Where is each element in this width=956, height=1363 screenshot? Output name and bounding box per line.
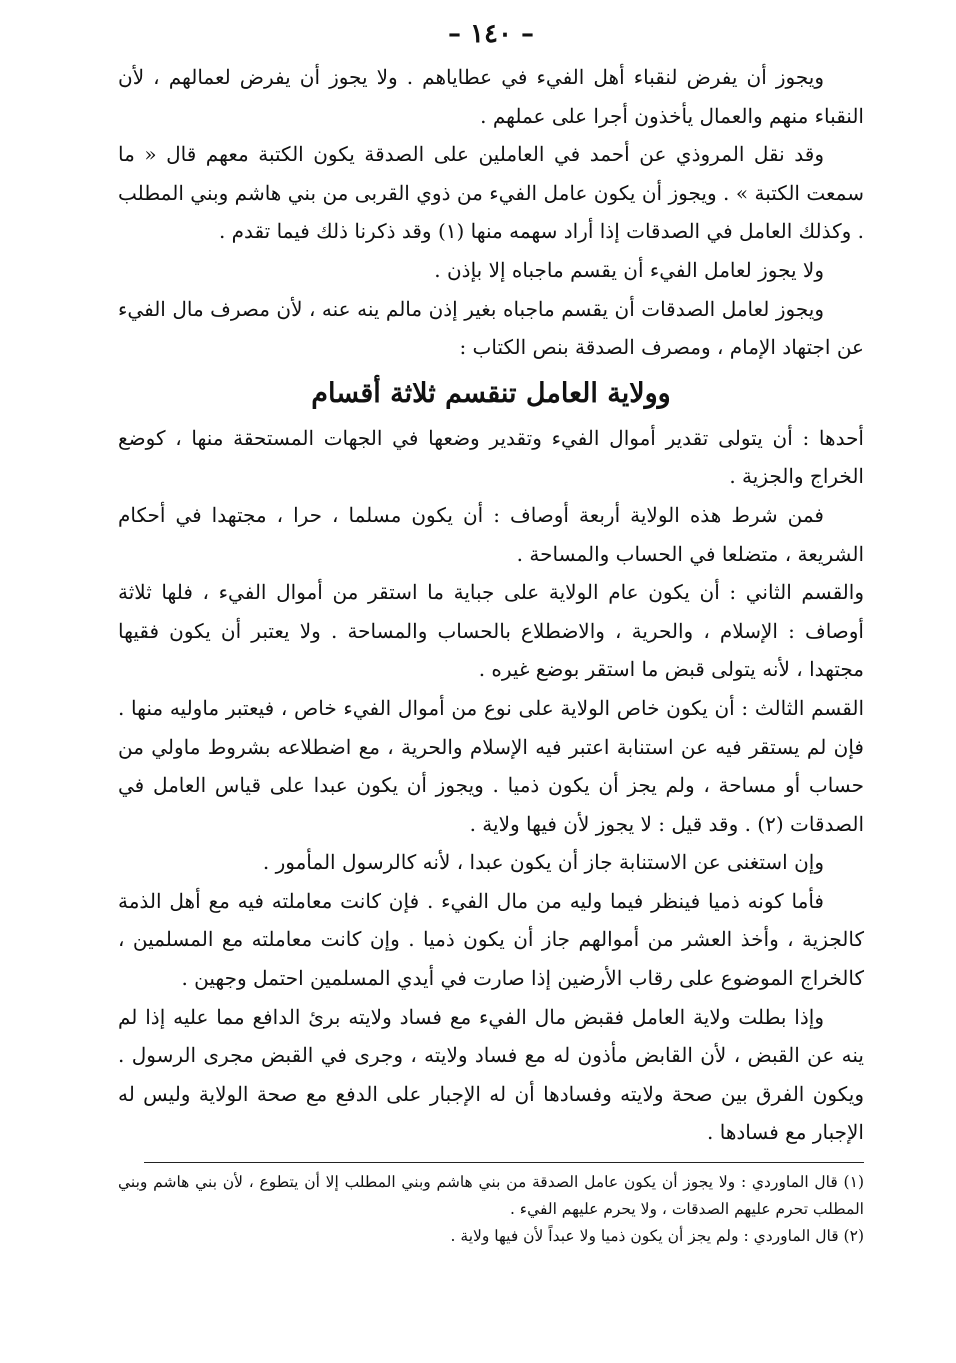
paragraph: وإن استغنى عن الاستنابة جاز أن يكون عبدا ، لأنه كالرسول المأمور .	[262, 850, 824, 875]
paragraph: القسم الثالث : أن يكون خاص الولاية على نوع من أموال الفيء خاص ، فيعتبر ماوليه منها . فإن لم يستقر فيه عن استنابة اعتبر فيه الإسلام والحرية ، مع اضطلاعه بشروط ماولي من حساب أو مساحة ، ولم يجز أن يكون ذميا . ويجوز أن يكون عبدا على قياس العامل في الصدقات (٢) . وقد قيل : لا يجوز لأن فيها ولاية .	[118, 695, 864, 836]
paragraph: وقد نقل المروذي عن أحمد في العاملين على الصدقة يكون الكتبة معهم قال « ما سمعت الكتبة » . ويجوز أن يكون عامل الفيء من ذوي القربى من بني هاشم وبني المطلب . وكذلك العامل في الصدقات إذا أراد سهمه منها (١) وقد ذكرنا ذلك فيما تقدم .	[118, 142, 864, 244]
main-text	[118, 58, 864, 1152]
page-number: – ١٤٠ –	[447, 19, 535, 49]
paragraph: وإذا بطلت ولاية العامل فقبض مال الفيء مع فساد ولايته برئ الدافع مما عليه إذا لم ينه عن القبض ، لأن القابض مأذون له مع فساد ولايته ، وجرى في القبض مجرى الرسول . ويكون الفرق بين صحة ولايته وفسادها أن له الإجبار على الدفع مع صحة الولاية وليس له الإجبار مع فسادها .	[118, 1004, 864, 1145]
paragraph: فأما كونه ذميا فينظر فيما وليه من مال الفيء . فإن كانت معاملته فيه مع أهل الذمة كالجزية ، وأخذ العشر من أموالهم جاز أن يكون ذميا . وإن كانت معاملته مع المسلمين ، كالخراج الموضوع على رقاب الأرضين إذا صارت في أيدي المسلمين احتمل وجهين .	[118, 888, 864, 991]
paragraph: ولا يجوز لعامل الفيء أن يقسم ماجباه إلا بإذن .	[434, 257, 824, 282]
paragraph: ويجوز لعامل الصدقات أن يقسم ماجباه بغير إذن مالم ينه عنه ، لأن مصرف مال الفيء عن اجتهاد الإمام ، ومصرف الصدقة بنص الكتاب :	[118, 296, 864, 360]
paragraph: فمن شرط هذه الولاية أربعة أوصاف : أن يكون مسلما ، حرا ، مجتهدا في أحكام الشريعة ، متضلعا في الحساب والمساحة .	[118, 502, 864, 566]
footnotes	[118, 1169, 864, 1250]
paragraph: ويجوز أن يفرض لنقباء أهل الفيء في عطاياهم . ولا يجوز أن يفرض لعمالهم ، لأن النقباء منهم والعمال يأخذون أجرا على عملهم .	[118, 65, 864, 128]
footnote-divider	[144, 1162, 864, 1163]
footnote: (١) قال الماوردي : ولا يجوز أن يكون عامل الصدقة من بني هاشم وبني المطلب إلا أن يتطوع ، لأن بني هاشم وبني المطلب تحرم عليهم الصدقات ، ولا يحرم عليهم الفيء .	[118, 1173, 864, 1219]
paragraph: والقسم الثاني : أن يكون عام الولاية على جباية ما استقر من أموال الفيء ، فلها ثلاثة أوصاف : الإسلام ، والحرية ، والاضطلاع بالحساب والمساحة . ولا يعتبر أن يكون فقيها مجتهدا ، لأنه يتولى قبض ما استقر بوضع غيره .	[118, 580, 864, 682]
section-heading: وولاية العامل تنقسم ثلاثة أقسام	[311, 377, 671, 409]
footnote: (٢) قال الماوردي : ولم يجز أن يكون ذميا ولا عبداً لأن فيها ولاية .	[450, 1227, 864, 1246]
paragraph: أحدها : أن يتولى تقدير أموال الفيء وتقدير وضعها في الجهات المستحقة منها ، كوضع الخراج والجزية .	[118, 425, 864, 489]
